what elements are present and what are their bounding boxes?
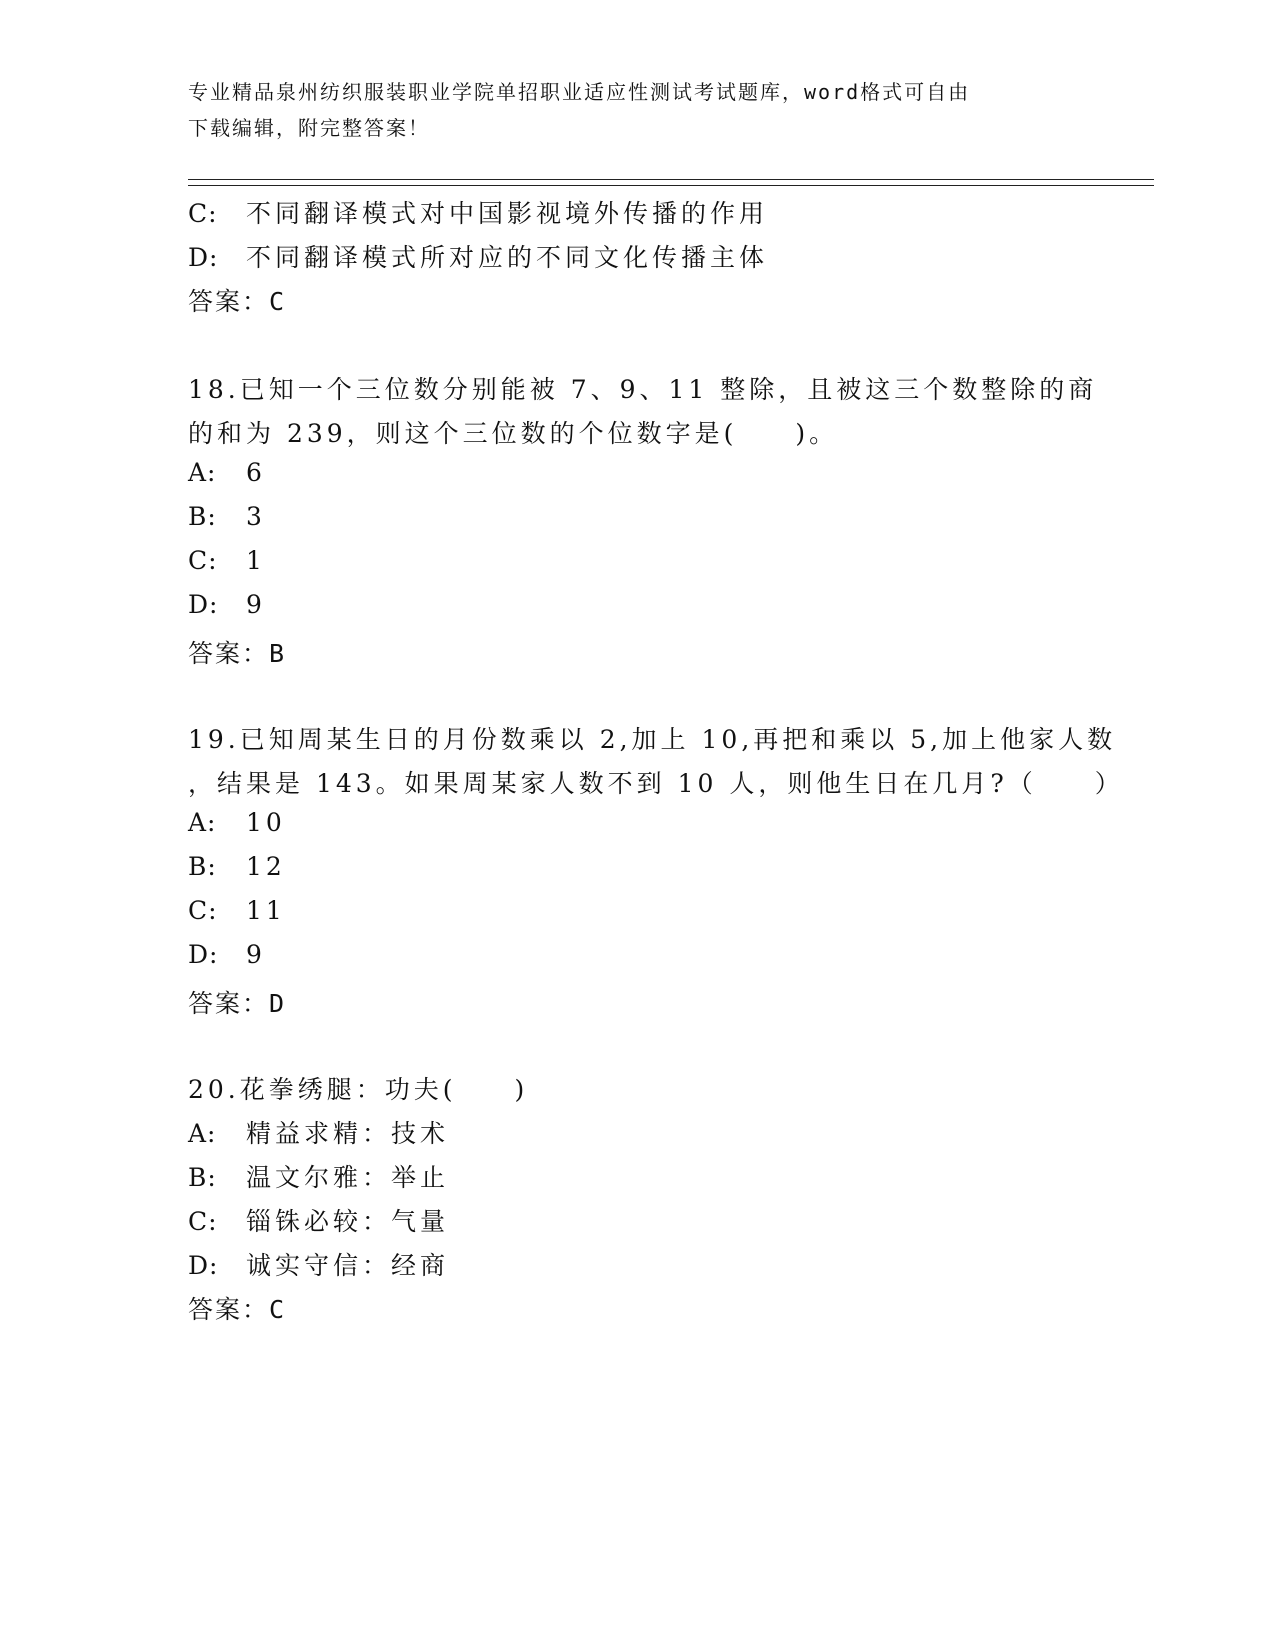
q19-option-b xyxy=(188,852,286,881)
option-text: 9 xyxy=(246,940,266,969)
header-line-2: 下载编辑，附完整答案！ xyxy=(188,116,430,140)
q19-answer: 答案：D xyxy=(188,989,287,1018)
option-label: B: xyxy=(188,1163,217,1192)
header-rule-bottom xyxy=(188,185,1154,186)
option-label: D: xyxy=(188,243,219,272)
q18-option-a xyxy=(188,458,266,487)
option-text: 6 xyxy=(246,458,266,487)
q20-option-c xyxy=(188,1202,449,1238)
option-label: D: xyxy=(188,940,219,969)
option-text: 诚实守信：经商 xyxy=(246,1251,450,1280)
option-text: 不同翻译模式所对应的不同文化传播主体 xyxy=(246,243,769,272)
option-label: D: xyxy=(188,1251,219,1280)
option-text: 1 xyxy=(246,546,266,575)
q18-stem-line-2: 的和为 239，则这个三位数的个位数字是( )。 xyxy=(188,419,839,448)
option-text: 不同翻译模式对中国影视境外传播的作用 xyxy=(246,199,769,228)
option-label: C: xyxy=(188,896,218,925)
q19-stem-line-1: 19.已知周某生日的月份数乘以 2,加上 10,再把和乘以 5,加上他家人数 xyxy=(188,725,1117,754)
option-label: B: xyxy=(188,502,217,531)
q18-stem-line-1: 18.已知一个三位数分别能被 7、9、11 整除，且被这三个数整除的商 xyxy=(188,375,1098,404)
q20-option-d xyxy=(188,1246,449,1282)
q20-option-a xyxy=(188,1114,449,1150)
q19-stem-line-2: ，结果是 143。如果周某家人数不到 10 人，则他生日在几月?（ ） xyxy=(188,769,1124,798)
option-label: C: xyxy=(188,1207,218,1236)
option-text: 精益求精：技术 xyxy=(246,1119,450,1148)
option-label: C: xyxy=(188,546,218,575)
q18-option-d xyxy=(188,590,266,619)
option-label: C: xyxy=(188,199,218,228)
option-text: 3 xyxy=(246,502,266,531)
q20-option-b xyxy=(188,1158,449,1194)
option-label: A: xyxy=(188,808,217,837)
header-rule-top xyxy=(188,179,1154,180)
option-label: D: xyxy=(188,590,219,619)
q19-option-d xyxy=(188,940,266,969)
q17-option-d xyxy=(188,238,768,274)
option-text: 9 xyxy=(246,590,266,619)
q17-answer: 答案：C xyxy=(188,287,287,316)
option-label: B: xyxy=(188,852,217,881)
option-label: A: xyxy=(188,1119,217,1148)
q19-option-c xyxy=(188,896,286,925)
q18-option-b xyxy=(188,502,266,531)
option-text: 12 xyxy=(246,852,286,881)
q19-option-a xyxy=(188,808,286,837)
q20-answer: 答案：C xyxy=(188,1295,287,1324)
option-label: A: xyxy=(188,458,217,487)
document-header xyxy=(188,74,1088,146)
option-text: 锱铢必较：气量 xyxy=(246,1207,450,1236)
q18-option-c xyxy=(188,546,266,575)
q17-option-c xyxy=(188,194,768,230)
option-text: 温文尔雅：举止 xyxy=(246,1163,450,1192)
q20-stem-line-1: 20.花拳绣腿：功夫( ) xyxy=(188,1075,529,1104)
option-text: 11 xyxy=(246,896,286,925)
option-text: 10 xyxy=(246,808,286,837)
q18-answer: 答案：B xyxy=(188,639,287,668)
header-line-1: 专业精品泉州纺织服装职业学院单招职业适应性测试考试题库，word格式可自由 xyxy=(188,80,971,104)
